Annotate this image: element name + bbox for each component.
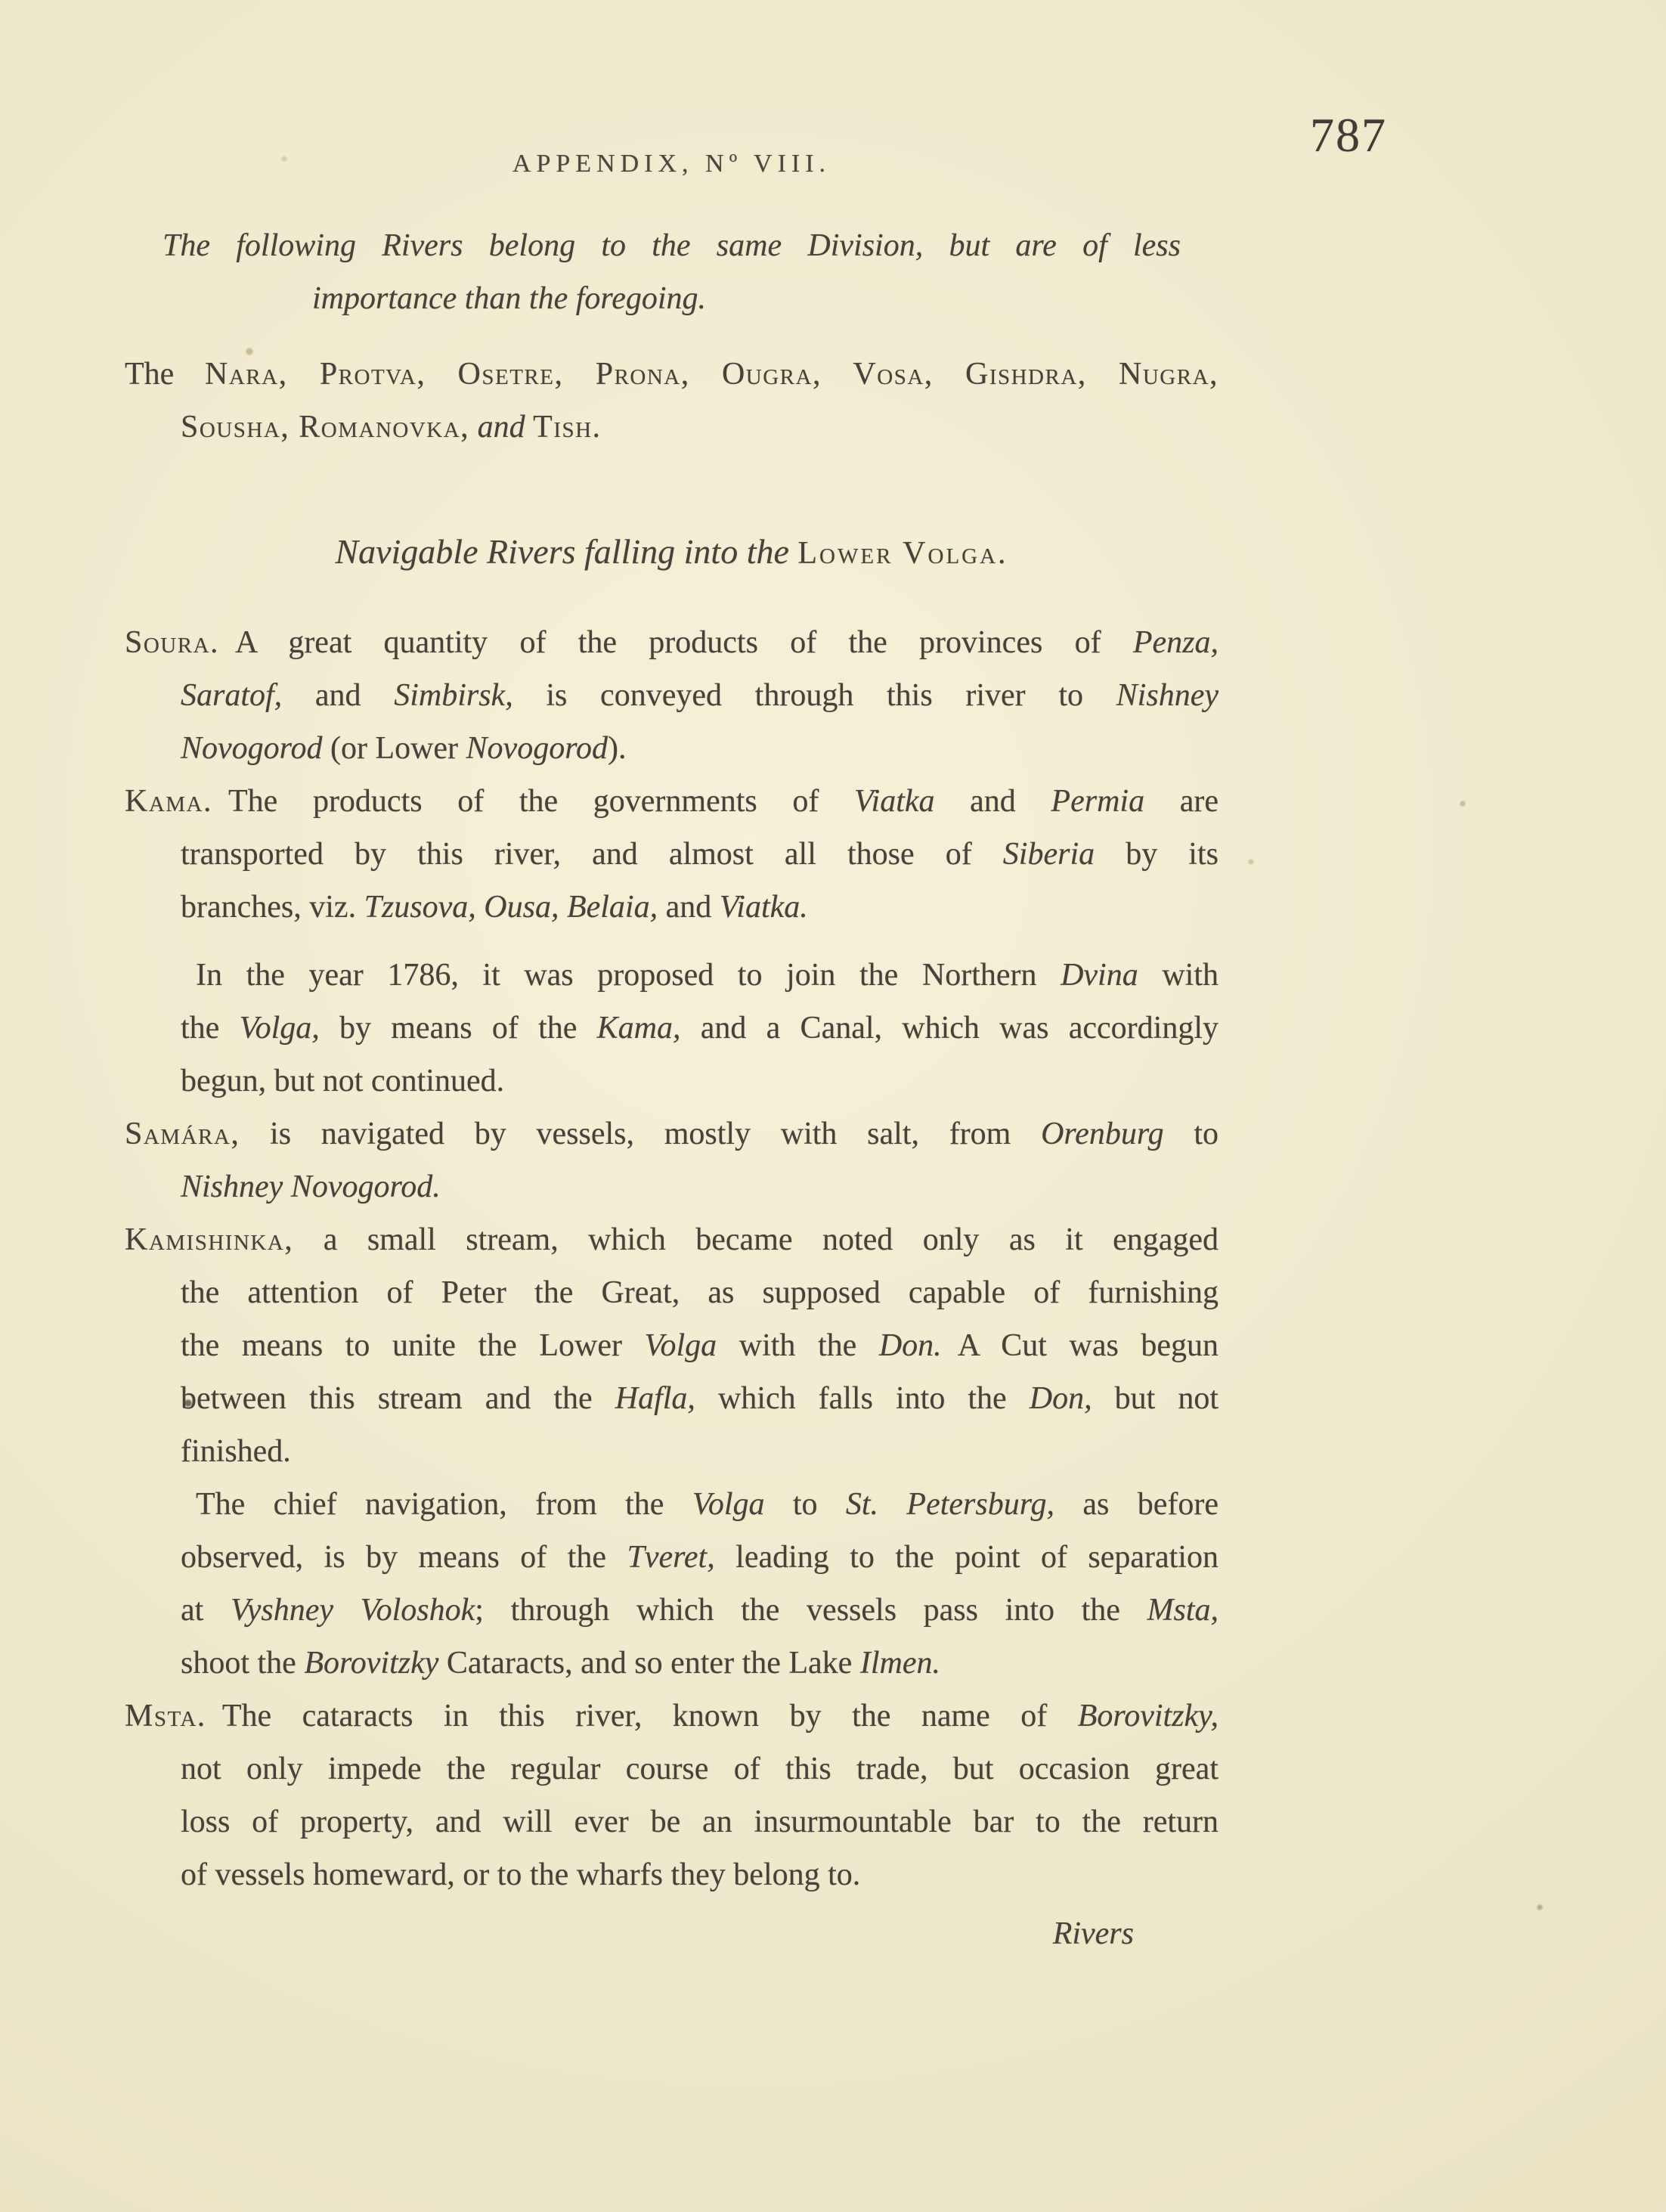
- page-text: [125, 219, 1219, 1960]
- text-line: the means to unite the Lower Volga with the Don. A Cut was begun: [181, 1328, 1219, 1363]
- section-heading: [125, 525, 1219, 578]
- entry-samara: [125, 1108, 1219, 1213]
- text-line: Nishney Novogorod.: [181, 1170, 441, 1204]
- text-line: Novogorod (or Lower Novogorod).: [181, 731, 627, 766]
- text-line: the attention of Peter the Great, as supposed capable of furnishing: [181, 1275, 1219, 1310]
- text-line: between this stream and the Hafla, which falls into the Don, but not: [181, 1381, 1219, 1416]
- text-line: at Vyshney Voloshok; through which the vessels pass into the Msta,: [181, 1593, 1219, 1628]
- page-number: 787: [1310, 108, 1387, 162]
- text-line: Soura. A great quantity of the products of the provinces of Penza,: [125, 625, 1219, 660]
- entry-msta: [125, 1690, 1219, 1901]
- catchword: [125, 1907, 1219, 1960]
- text-line: finished.: [181, 1434, 291, 1469]
- text-line: transported by this river, and almost all those of Siberia by its: [181, 837, 1219, 872]
- text-line: Kama. The products of the governments of Viatka and Permia are: [125, 784, 1219, 819]
- paragraph-canal-1786: [125, 949, 1219, 1108]
- text-line: importance than the foregoing.: [311, 281, 707, 316]
- text-line: shoot the Borovitzky Cataracts, and so enter the Lake Ilmen.: [181, 1646, 940, 1681]
- text-line: not only impede the regular course of this trade, but occasion great: [181, 1752, 1219, 1786]
- text-line: the Volga, by means of the Kama, and a Canal, which was accordingly: [181, 1011, 1219, 1046]
- text-line: Navigable Rivers falling into the Lower Volga.: [335, 532, 1008, 571]
- intro-note: [125, 219, 1219, 325]
- text-line: observed, is by means of the Tveret, leading to the point of separation: [181, 1540, 1219, 1575]
- text-line: Samára, is navigated by vessels, mostly with salt, from Orenburg to: [125, 1117, 1219, 1151]
- text-line: Msta. The cataracts in this river, known by the name of Borovitzky,: [125, 1699, 1219, 1733]
- text-line: begun, but not continued.: [181, 1064, 505, 1098]
- text-line: Rivers: [1052, 1916, 1134, 1951]
- river-list: [125, 348, 1219, 454]
- text-line: In the year 1786, it was proposed to join the Northern Dvina with: [196, 958, 1219, 993]
- entry-kamishinka: [125, 1213, 1219, 1478]
- text-line: branches, viz. Tzusova, Ousa, Belaia, and Viatka.: [181, 890, 808, 925]
- running-title: APPENDIX, Nº VIII.: [512, 150, 831, 178]
- text-line: The following Rivers belong to the same Division, but are of less: [163, 228, 1181, 263]
- text-line: The chief navigation, from the Volga to St. Petersburg, as before: [196, 1487, 1219, 1522]
- text-line: Kamishinka, a small stream, which became noted only as it engaged: [125, 1222, 1219, 1257]
- text-line: Sousha, Romanovka, and Tish.: [181, 410, 602, 445]
- text-line: loss of property, and will ever be an insurmountable bar to the return: [181, 1805, 1219, 1839]
- text-line: of vessels homeward, or to the wharfs they belong to.: [181, 1857, 861, 1892]
- text-line: Saratof, and Simbirsk, is conveyed through this river to Nishney: [181, 678, 1219, 713]
- text-line: The Nara, Protva, Osetre, Prona, Ougra, Vosa, Gishdra, Nugra,: [125, 357, 1219, 392]
- paragraph-chief-navigation: [125, 1478, 1219, 1690]
- entry-soura: [125, 616, 1219, 775]
- entry-kama: [125, 775, 1219, 934]
